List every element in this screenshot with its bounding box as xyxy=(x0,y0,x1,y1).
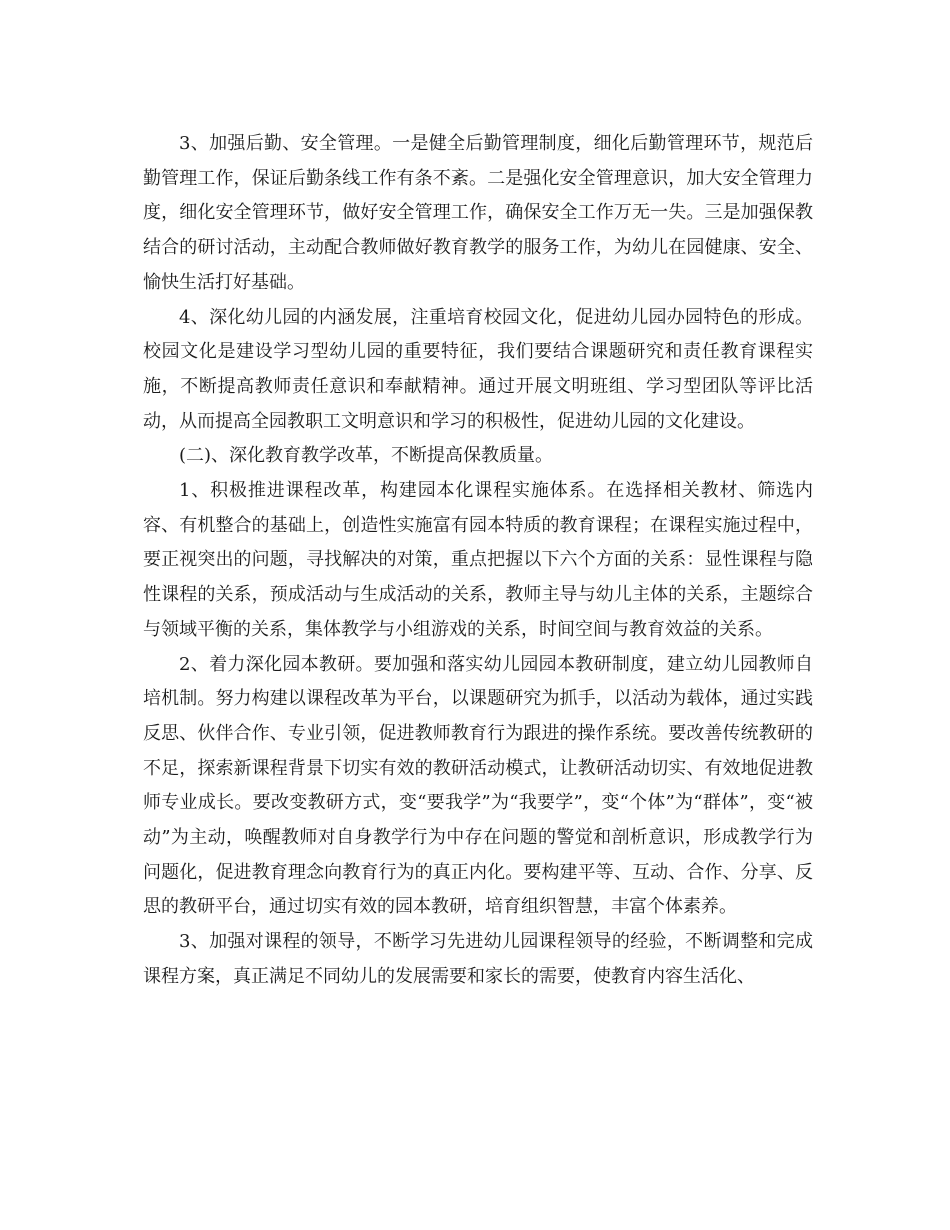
paragraph-curriculum-reform: 1、积极推进课程改革，构建园本化课程实施体系。在选择相关教材、筛选内容、有机整合的基础上，创造性实施富有园本特质的教育课程；在课程实施过程中，要正视突出的问题，寻找解决的对策，重点把握以下六个方面的关系：显性课程与隐性课程的关系，预成活动与生成活动的关系，教师主导与幼儿主体的关系，主题综合与领域平衡的关系，集体教学与小组游戏的关系，时间空间与教育效益的关系。 xyxy=(143,480,813,640)
paragraph-logistics-safety: 3、加强后勤、安全管理。一是健全后勤管理制度，细化后勤管理环节，规范后勤管理工作，保证后勤条线工作有条不紊。二是强化安全管理意识，加大安全管理力度，细化安全管理环节，做好安全管理工作，确保安全工作万无一失。三是加强保教结合的研讨活动，主动配合教师做好教育教学的服务工作，为幼儿在园健康、安全、愉快生活打好基础。 xyxy=(143,133,813,293)
section-heading-teaching-reform: (二)、深化教育教学改革，不断提高保教质量。 xyxy=(179,445,554,467)
paragraph-campus-culture: 4、深化幼儿园的内涵发展，注重培育校园文化，促进幼儿园办园特色的形成。校园文化是建设学习型幼儿园的重要特征，我们要结合课题研究和责任教育课程实施，不断提高教师责任意识和奉献精神。通过开展文明班组、学习型团队等评比活动，从而提高全园教职工文明意识和学习的积极性，促进幼儿园的文化建设。 xyxy=(143,306,813,432)
paragraph-school-based-research: 2、着力深化园本教研。要加强和落实幼儿园园本教研制度，建立幼儿园教师自培机制。努力构建以课程改革为平台，以课题研究为抓手，以活动为载体，通过实践反思、伙伴合作、专业引领，促进教师教育行为跟进的操作系统。要改善传统教研的不足，探索新课程背景下切实有效的教研活动模式，让教研活动切实、有效地促进教师专业成长。要改变教研方式，变“要我学”为“我要学”，变“个体”为“群体”，变“被动”为主动，唤醒教师对自身教学行为中存在问题的警觉和剖析意识，形成教学行为问题化，促进教育理念向教育行为的真正内化。要构建平等、互动、合作、分享、反思的教研平台，通过切实有效的园本教研，培育组织智慧，丰富个体素养。 xyxy=(143,653,813,918)
document-body xyxy=(143,127,813,995)
paragraph-curriculum-leadership: 3、加强对课程的领导，不断学习先进幼儿园课程领导的经验，不断调整和完成课程方案，真正满足不同幼儿的发展需要和家长的需要，使教育内容生活化、 xyxy=(143,931,813,987)
